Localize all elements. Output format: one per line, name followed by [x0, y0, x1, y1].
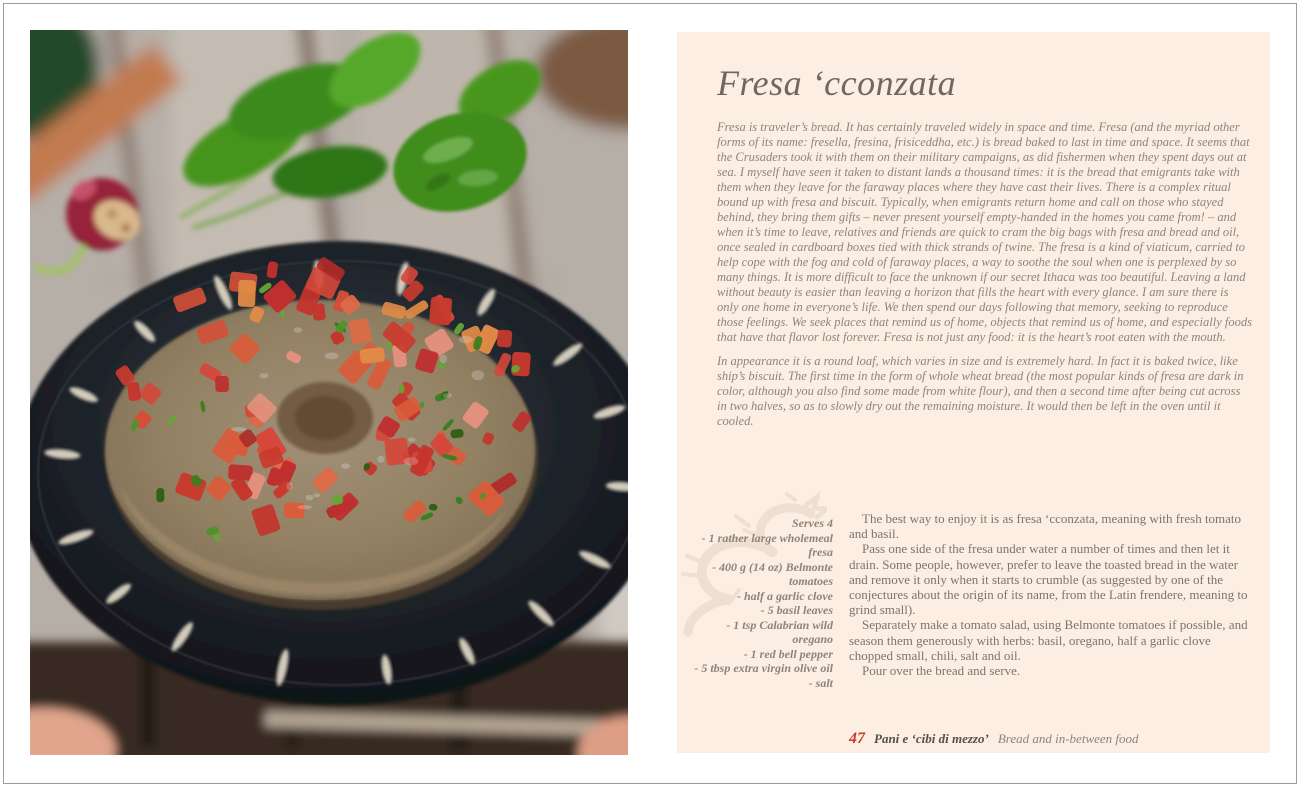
ingredient-item: - 1 rather large wholemeal fresa	[701, 530, 833, 559]
ingredient-item: - 1 tsp Calabrian wild oregano	[726, 617, 833, 646]
recipe-page	[677, 32, 1270, 753]
ingredient-item: - 5 basil leaves	[760, 603, 833, 617]
recipe-title: Fresa ‘cconzata	[717, 63, 957, 103]
food-photo-illustration	[30, 30, 628, 755]
page-footer	[849, 730, 1139, 748]
method-paragraph: Pass one side of the fresa under water a number of times and then let it drain. Some people, however, prefer to leave the toasted bread in the water and remove it only when it starts to crumble (as suggested by one of the conjectures about the origin of its name, from the Latin frendere, meaning to grind small).	[849, 541, 1248, 618]
page-number: 47	[849, 730, 865, 747]
recipe-intro	[717, 120, 1252, 438]
ingredient-item: - 1 red bell pepper	[743, 646, 833, 661]
section-subtitle: Bread and in-between food	[997, 731, 1139, 746]
method-paragraph: Pour over the bread and serve.	[862, 663, 1021, 679]
ingredient-item: - 400 g (14 oz) Belmonte tomatoes	[712, 559, 833, 588]
ingredient-item: - 5 tbsp extra virgin olive oil	[694, 661, 833, 675]
method-paragraph: Separately make a tomato salad, using Belmonte tomatoes if possible, and season them generously with herbs: basil, oregano, half a garlic clove chopped small, chili, salt and oil.	[849, 617, 1248, 663]
method-text	[849, 511, 1251, 678]
intro-paragraph: In appearance it is a round loaf, which varies in size and is extremely hard. In fact it is baked twice, like ship’s biscuit. The first time in the form of whole wheat bread (the most popular kinds of fresa are dark in color, although you also find some made from white flour), and then a second time after being cut across in two halves, so as to slowly dry out the remaining moisture. It would then be left in the oven until it cooled.	[717, 354, 1244, 428]
serves-label: Serves 4	[792, 516, 833, 530]
ingredient-item: - half a garlic clove	[737, 588, 833, 603]
intro-paragraph: Fresa is traveler’s bread. It has certainly traveled widely in space and time. Fresa (and the myriad other forms of its name: fresella, fresina, frisiceddha, etc.) is bread baked to last in time and space. It seems that the Crusaders took it with them on their military campaigns, as did fishermen when they spent days out at sea. I myself have seen it taken to distant lands a thousand times: it is the bread that emigrants take with them when they leave for the faraway places where they have cast their lives. There is a complex ritual bound up with fresa and biscuit. Typically, when emigrants return home and call on those who stayed behind, they bring them gifts – never present yourself empty-handed in the homes you came from! – and when it’s time to leave, relatives and friends are quick to cram the big bags with fresa and bread and oil, once sealed in cardboard boxes tied with thick strands of twine. The fresa is a kind of viaticum, carried to help cope with the fog and cold of faraway places, a way to soothe the soul when one is perplexed by so many things. It is more difficult to face the unknown if our secret Ithaca was too beautiful. Leaving a land without beauty is easier than leaving a horizon that fills the heart with every glance. I am sure there is only one home in everyone’s life. We then spend our days following that memory, seeking to reproduce those feelings. We seek places that remind us of home, objects that remind us of home, and especially foods that have that flavor lost forever. Fresa is not just any food: it is the heart’s root eaten with the mouth.	[717, 120, 1252, 344]
method-paragraph: The best way to enjoy it is as fresa ‘cconzata, meaning with fresh tomato and basil.	[849, 511, 1242, 542]
section-title: Pani e ‘cibi di mezzo’	[874, 731, 989, 746]
ingredient-item: - salt	[808, 675, 833, 690]
food-photo	[30, 30, 628, 755]
ingredients-list	[683, 516, 833, 690]
